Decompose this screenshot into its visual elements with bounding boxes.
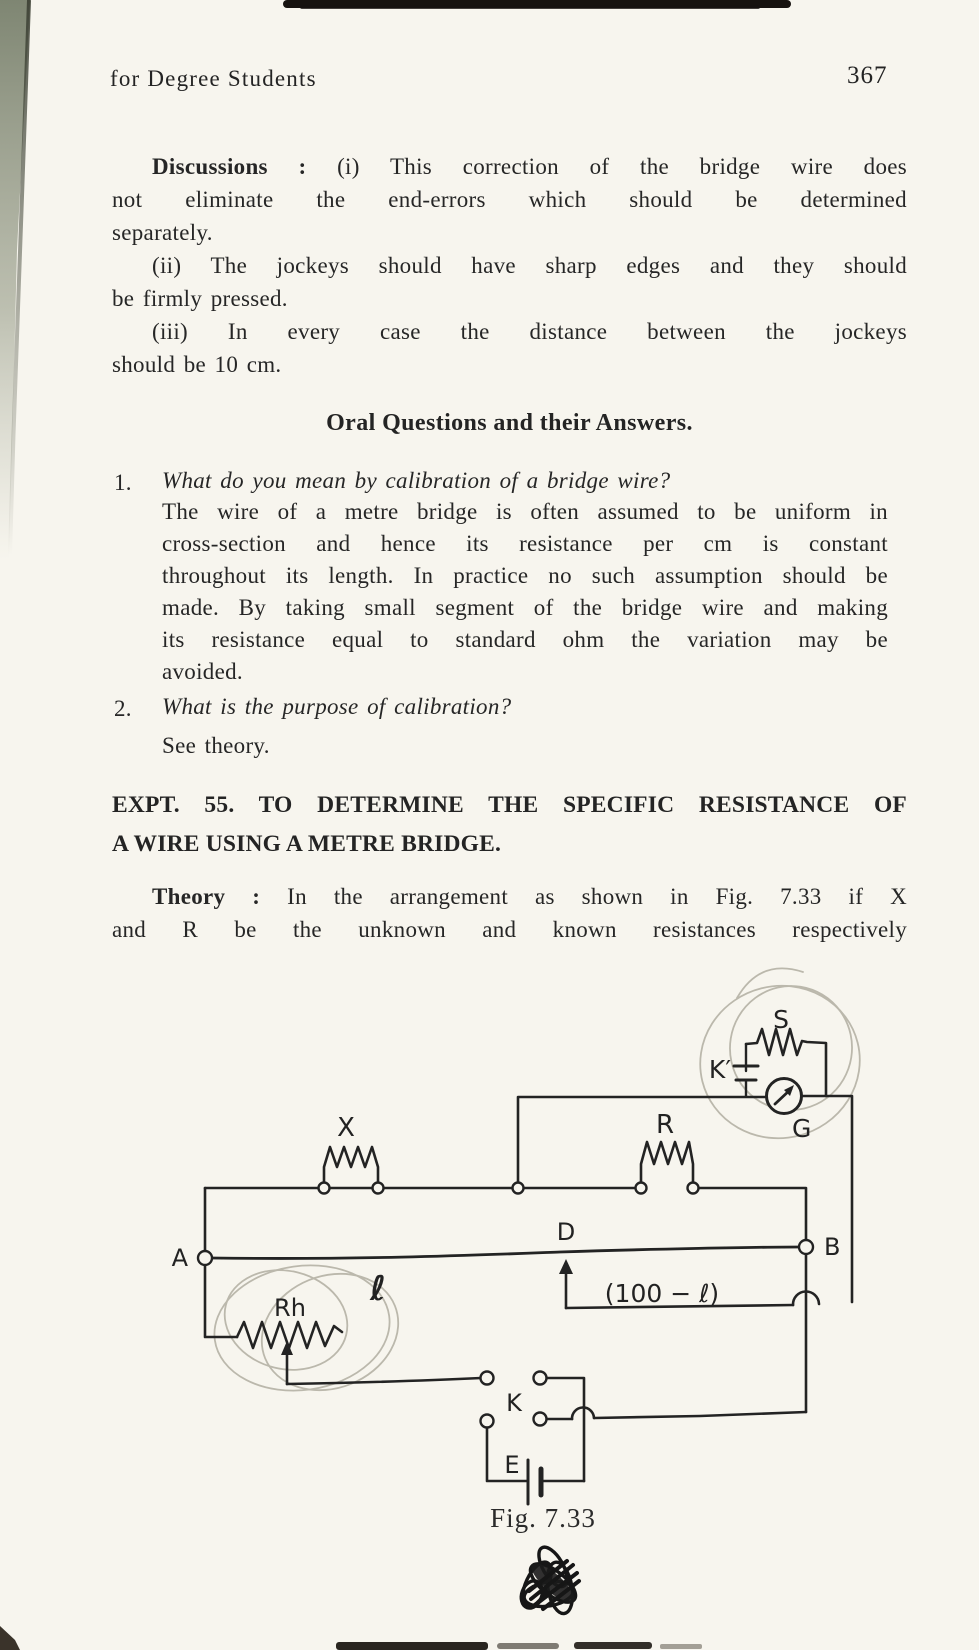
label-g: G [792, 1114, 812, 1143]
scan-corner-shadow [0, 1626, 20, 1650]
answer-1-line-3: throughout its length. In practice no such assumption should be [162, 563, 888, 588]
experiment-heading-line-2: A WIRE USING A METRE BRIDGE. [112, 831, 502, 857]
theory-paragraph [112, 880, 907, 946]
key-k [487, 1378, 584, 1481]
discussions-lead: Discussions : [152, 154, 307, 179]
label-length-l: ℓ [369, 1269, 387, 1309]
experiment-heading [112, 786, 907, 864]
terminal-a [198, 1251, 212, 1265]
jockey-arrow-d [559, 1259, 573, 1274]
discussions-paragraph [112, 150, 907, 381]
question-1-text: What do you mean by calibration of a bridge wire? [162, 468, 671, 493]
wire-resistor-row [205, 1188, 806, 1251]
scan-edge-bar-top [283, 0, 791, 9]
answer-1-line-5: its resistance equal to standard ohm the variation may be [162, 627, 888, 652]
label-a: A [171, 1244, 188, 1272]
scan-spine-shadow [0, 0, 30, 560]
theory-lead: Theory : [152, 884, 261, 909]
scan-edge-bar-bottom [0, 1626, 702, 1650]
label-e: E [504, 1451, 520, 1479]
resistor-r [641, 1142, 693, 1183]
ink-scribble-flower [517, 1543, 582, 1616]
label-k-prime: K′ [708, 1055, 731, 1084]
theory-line-1: Theory : In the arrangement as shown in Fig. 7.33 if X [152, 884, 907, 909]
discussions-line-5: be firmly pressed. [112, 286, 288, 311]
oral-questions-heading: Oral Questions and their Answers. [326, 410, 693, 436]
answer-1 [162, 496, 888, 688]
label-length-100-minus-l: (100 − ℓ) [604, 1279, 720, 1308]
discussions-line-2: not eliminate the end-errors which should be determined [112, 187, 907, 212]
answer-1-line-6: avoided. [162, 659, 243, 684]
label-k: K [506, 1389, 522, 1417]
battery-e [528, 1460, 541, 1504]
discussions-line-7: should be 10 cm. [112, 352, 282, 377]
answer-1-line-4: made. By taking small segment of the bridge wire and making [162, 595, 888, 620]
question-2-text: What is the purpose of calibration? [162, 694, 512, 719]
discussions-line-1: Discussions : (i) This correction of the bridge wire does [152, 154, 908, 179]
label-rh: Rh [274, 1294, 306, 1322]
discussions-line-3: separately. [112, 220, 213, 245]
label-b: B [824, 1233, 841, 1261]
theory-line-2: and R be the unknown and known resistances respectively [112, 917, 907, 942]
discussions-line-4: (ii) The jockeys should have sharp edges and they should [152, 253, 907, 278]
answer-1-line-2: cross-section and hence its resistance per cm is constant [162, 531, 888, 556]
question-2-number: 2. [114, 696, 132, 721]
answer-1-line-1: The wire of a metre bridge is often assumed to be uniform in [162, 499, 888, 524]
discussions-line-6: (iii) In every case the distance between the jockeys [152, 319, 907, 344]
galvanometer [767, 1079, 802, 1114]
label-s: S [773, 1005, 789, 1034]
figure-caption: Fig. 7.33 [490, 1503, 596, 1533]
page-number: 367 [847, 62, 888, 89]
experiment-heading-line-1: EXPT. 55. TO DETERMINE THE SPECIFIC RESISTANCE OF [112, 792, 907, 818]
bridge-wire [212, 1247, 799, 1258]
diagram-labels [172, 1005, 841, 1479]
key-k-prime [734, 1044, 758, 1096]
answer-2-text: See theory. [162, 733, 270, 758]
running-header: for Degree Students [110, 66, 317, 91]
question-1-number: 1. [114, 470, 132, 495]
resistor-x [324, 1147, 378, 1183]
label-r: R [655, 1110, 675, 1140]
label-d: D [556, 1218, 576, 1246]
terminal-b [799, 1240, 813, 1254]
label-x: X [337, 1113, 355, 1143]
